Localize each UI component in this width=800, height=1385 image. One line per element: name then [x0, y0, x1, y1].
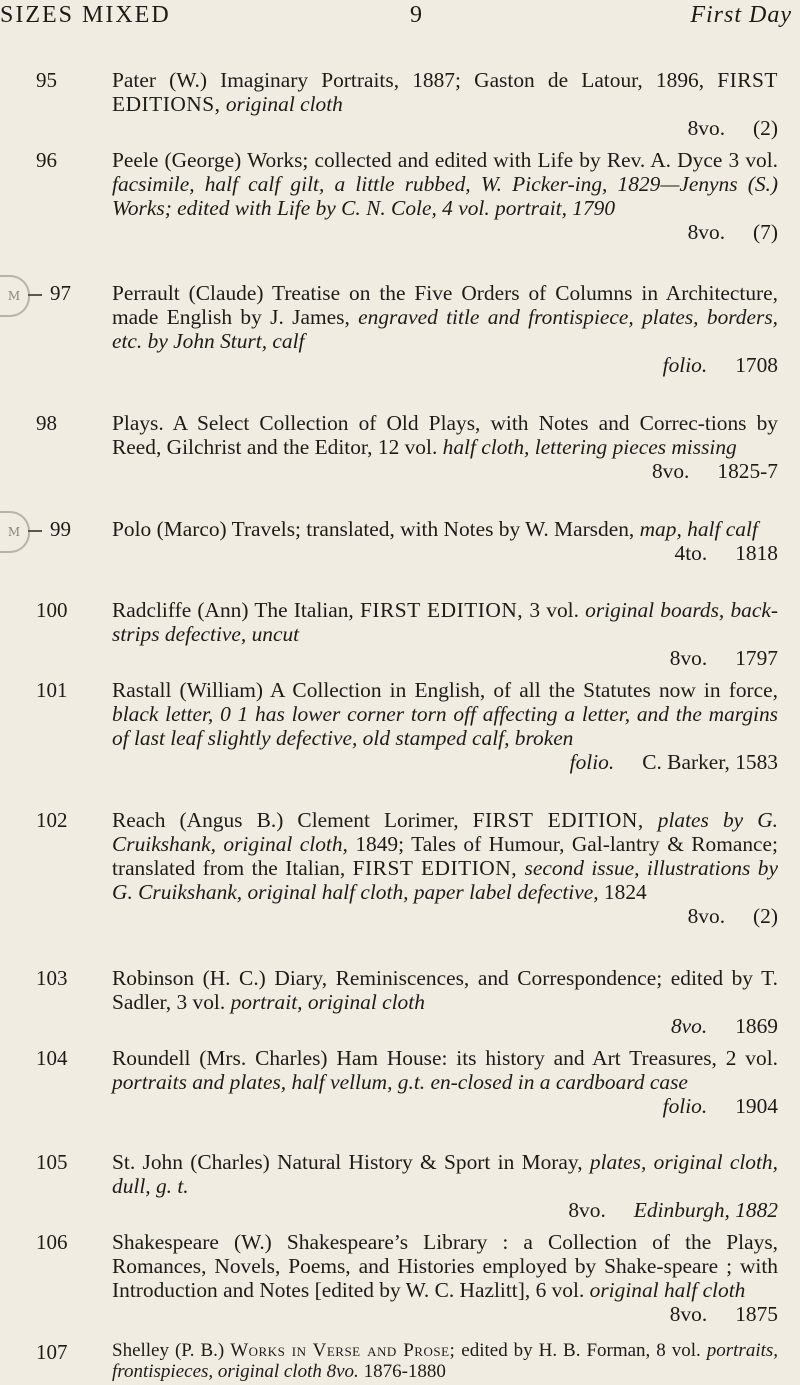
entry-text	[112, 411, 778, 483]
entry-format: 8vo.	[669, 1302, 708, 1326]
lot-number: 97	[50, 281, 71, 305]
entry-binding: original half cloth	[589, 1278, 746, 1302]
entry-author: Radcliffe (Ann)	[112, 598, 249, 622]
entry-format: 8vo.	[669, 646, 708, 670]
entry-date: 1869	[735, 1014, 778, 1038]
lot-number: 106	[36, 1230, 68, 1254]
entry-date: 1875	[735, 1302, 778, 1326]
lot-number: 100	[36, 598, 68, 622]
entry-author: Polo (Marco)	[112, 517, 227, 541]
entry-text	[112, 1150, 778, 1222]
entry-text	[112, 1046, 778, 1118]
entry-date: (2)	[753, 904, 778, 928]
entry-author: Reach (Angus B.)	[112, 808, 284, 832]
entry-imprint	[112, 646, 778, 670]
entry-imprint	[112, 750, 778, 774]
entry-author: Perrault (Claude)	[112, 281, 264, 305]
lot-number: 99	[50, 517, 71, 541]
entry-imprint	[112, 220, 778, 244]
entry-description: Treatise on the Five Orders of Columns in Architecture, made English by J. James,	[112, 281, 778, 329]
entry-binding: facsimile, half calf gilt, a little rubbed, W. Picker-ing, 1829—Jenyns (S.) Works; edited with Life by C. N. Cole, 4 vol. portrait, 1790	[112, 172, 778, 220]
entry-format: folio.	[569, 750, 615, 774]
entry-imprint	[112, 1014, 778, 1038]
entry-imprint	[112, 459, 778, 483]
entry-date: (2)	[753, 116, 778, 140]
entry-description: A Collection in English, of all the Statutes now in force,	[270, 678, 778, 702]
entry-text	[112, 966, 778, 1038]
entry-text	[112, 678, 778, 774]
entry-text	[112, 517, 778, 565]
entry-description: Travels; translated, with Notes by W. Marsden,	[231, 517, 635, 541]
margin-bracket-mark: M	[0, 275, 30, 317]
entry-year-inline: 1824	[603, 880, 647, 904]
entry-binding: portraits, frontispieces, original cloth	[112, 1340, 779, 1382]
lot-number: 103	[36, 966, 68, 990]
entry-date: 1876-1880	[363, 1361, 446, 1382]
entry-text	[112, 281, 778, 377]
entry-binding: portraits and plates, half vellum, g.t. en-closed in a cardboard case	[112, 1070, 688, 1094]
entry-author: Peele (George)	[112, 148, 242, 172]
lot-number: 107	[36, 1340, 68, 1364]
page-number: 9	[410, 2, 423, 28]
entry-text	[112, 148, 778, 244]
entry-imprint	[112, 1198, 778, 1222]
entry-edition: FIRST EDITION,	[472, 808, 644, 832]
lot-number: 96	[36, 148, 57, 172]
margin-dash-mark	[28, 294, 42, 296]
entry-date: 1825-7	[717, 459, 778, 483]
entry-format: 4to.	[674, 541, 708, 565]
entry-imprint	[112, 1094, 778, 1118]
entry-binding: 0 1 has lower corner torn off affecting a letter, and the margins of last leaf slightly defective, old stamped calf, broken	[112, 702, 778, 750]
entry-binding: original cloth	[225, 92, 343, 116]
entry-binding: portrait, original cloth	[230, 990, 425, 1014]
entry-edition: FIRST EDITION,	[359, 598, 524, 622]
entry-binding: second issue, illustrations by G. Cruikshank, original half cloth, paper label defective,	[112, 856, 778, 904]
lot-number: 105	[36, 1150, 68, 1174]
entry-format: folio.	[662, 353, 708, 377]
entry-blackletter: black letter,	[112, 702, 214, 726]
entry-description: Natural History & Sport in Moray,	[277, 1150, 583, 1174]
entry-date: 1818	[735, 541, 778, 565]
lot-number: 101	[36, 678, 68, 702]
entry-description: Clement Lorimer,	[297, 808, 459, 832]
entry-description: Shakespeare’s Library : a Collection of the Plays, Romances, Novels, Poems, and Histories employеd by Shake-speare ; with Introduction and Notes [edited by W. C. Hazlitt], 6 vol.	[112, 1230, 778, 1302]
entry-imprint	[112, 353, 778, 377]
entry-text	[112, 598, 778, 670]
entry-description: Works; collected and edited with Life by Rev. A. Dyce 3 vol.	[247, 148, 779, 172]
entry-binding: engraved title and frontispiece, plates, borders, etc. by John Sturt, calf	[112, 305, 778, 353]
entry-second-title: 1849; Tales of Humour, Gal-lantry & Romance; translated from the Italian,	[112, 832, 778, 880]
lot-number: 102	[36, 808, 68, 832]
entry-description: Diary, Reminiscences, and Correspondence; edited by T. Sadler, 3 vol.	[112, 966, 778, 1014]
entry-plates: plates by G. Cruikshank, original cloth,	[112, 808, 779, 856]
entry-binding: map, half calf	[639, 517, 758, 541]
entry-text	[112, 1340, 778, 1382]
entry-author: Shakespeare (W.)	[112, 1230, 272, 1254]
entry-author: Robinson (H. C.)	[112, 966, 266, 990]
entry-text	[112, 1230, 778, 1326]
entry-description: edited by H. B. Forman, 8 vol.	[461, 1340, 701, 1361]
header-section-title: SIZES MIXED	[0, 2, 171, 28]
entry-format: 8vo.	[651, 459, 690, 483]
entry-imprint	[112, 116, 778, 140]
lot-number: 104	[36, 1046, 68, 1070]
entry-format: 8vo.	[687, 220, 726, 244]
entry-description: Imaginary Portraits, 1887; Gaston de Latour, 1896,	[220, 68, 705, 92]
entry-imprint	[112, 1302, 778, 1326]
entry-author: Rastall (William)	[112, 678, 264, 702]
entry-imprint	[112, 904, 778, 928]
entry-binding: half cloth, lettering pieces missing	[442, 435, 737, 459]
entry-date: Edinburgh, 1882	[633, 1198, 778, 1222]
entry-edition: FIRST EDITIONS,	[112, 68, 778, 116]
lot-number: 95	[36, 68, 57, 92]
entry-format: folio.	[662, 1094, 708, 1118]
entry-binding: plates, original cloth, dull, g. t.	[112, 1150, 778, 1198]
entry-format: 8vo.	[670, 1014, 708, 1038]
entry-description: Ham House: its history and Art Treasures, 2 vol.	[336, 1046, 778, 1070]
entry-format: 8vo.	[687, 904, 726, 928]
entry-date: 1708	[735, 353, 778, 377]
entry-title: Works in Verse and Prose;	[230, 1340, 456, 1361]
entry-author: Roundell (Mrs. Charles)	[112, 1046, 328, 1070]
entry-format: 8vo.	[687, 116, 726, 140]
lot-number: 98	[36, 411, 57, 435]
entry-description: The Italian,	[254, 598, 354, 622]
entry-date: (7)	[753, 220, 778, 244]
entry-format: 8vo.	[568, 1198, 606, 1222]
entry-volumes: 3 vol.	[529, 598, 579, 622]
entry-date: C. Barker, 1583	[642, 750, 778, 774]
entry-author: Plays.	[112, 411, 164, 435]
entry-author: Shelley (P. B.)	[112, 1340, 225, 1361]
entry-edition-second: FIRST EDITION,	[352, 856, 518, 880]
header-sale-day: First Day	[690, 2, 792, 28]
entry-format: 8vo.	[326, 1361, 359, 1382]
entry-text	[112, 808, 778, 928]
entry-author: Pater (W.)	[112, 68, 207, 92]
margin-dash-mark	[28, 530, 42, 532]
entry-date: 1797	[735, 646, 778, 670]
entry-date: 1904	[735, 1094, 778, 1118]
entry-description: A Select Collection of Old Plays, with Notes and Correc-tions by Reed, Gilchrist and the Editor, 12 vol.	[112, 411, 778, 459]
entry-binding: original boards, back-strips defective, uncut	[112, 598, 778, 646]
running-header	[0, 2, 800, 32]
entry-author: St. John (Charles)	[112, 1150, 270, 1174]
entry-imprint	[112, 541, 778, 565]
margin-bracket-mark: M	[0, 511, 30, 553]
entry-text	[112, 68, 778, 140]
